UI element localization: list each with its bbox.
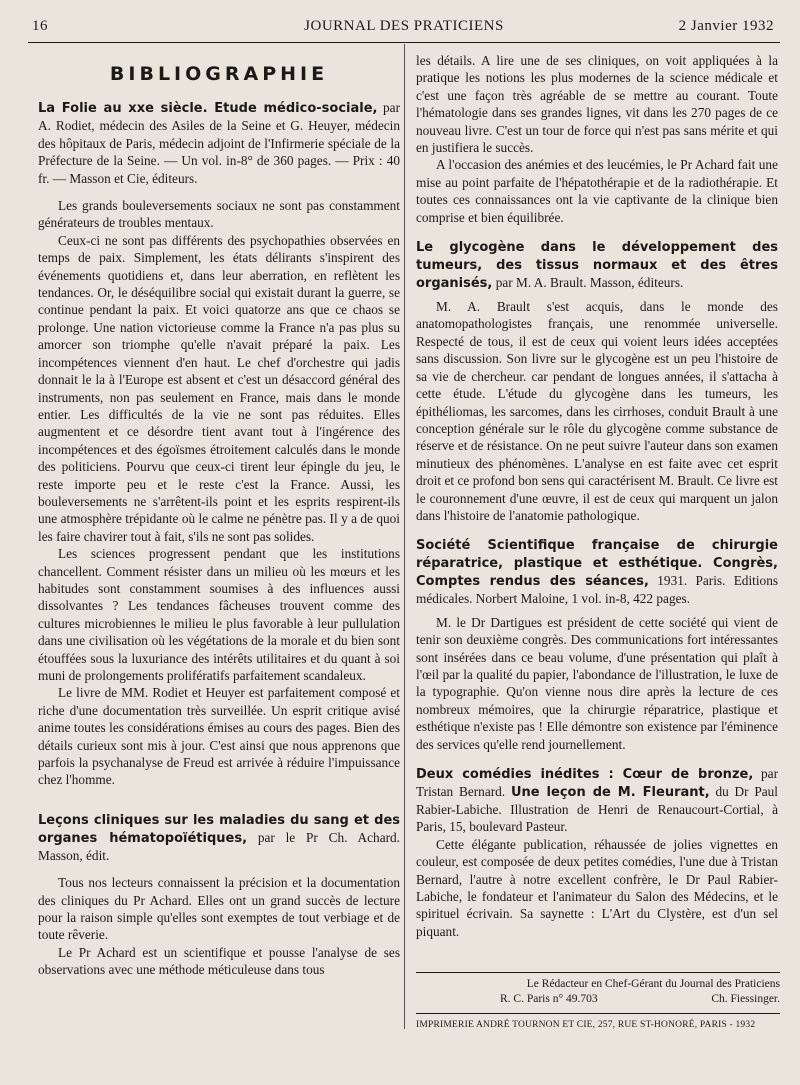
paragraph: les détails. A lire une de ses cliniques, on voit appliquées à la pratique les notions les plus modernes de la science médicale et c'est une façon très agréable de se mettre au courant. Toute l'hématologie dans ses grandes lignes, vit dans les 270 pages de ce nouveau livre. C'est un tour de force qui n'est pas sans mérite et qui en justifiera le succès.: [416, 53, 778, 156]
entry-heading: [416, 765, 778, 836]
entry-title-second: Une leçon de M. Fleurant,: [510, 785, 710, 800]
entry-title: Société Scientifique française de chirurgie réparatrice, plastique et esthétique. Congrès, Comptes rendus des séances,: [416, 538, 778, 590]
paragraph: Cette élégante publication, réhaussée de jolies vignettes en couleur, est composée de deux petites comédies, l'une due à Tristan Bernard, l'autre à notre excellent confrère, le Dr Paul Rabier-Labiche, le fondateur et l'animateur du Salon des Médecins, et le spirituel écrivain. Sa saynette : L'Art du Clystère, est d'un sel piquant.: [416, 836, 778, 939]
entry-citation: par M. A. Brault. Masson, éditeurs.: [495, 275, 684, 291]
paragraph: Ceux-ci ne sont pas différents des psychopathies observées en temps de paix. Simplement, les états délirants s'inspirent des événements quotidiens et, dans leur aberration, en reflètent les tendances. Or, le déséquilibre social qui existait durant la guerre, se continue pendant la paix. Et voici quatorze ans que ce chaos se prolonge. Une nation victorieuse comme la France n'a pas plus su amorcer son triomphe qu'elle n'avait préparé la paix. Les incompétences viennent d'en haut. Le chef d'orchestre qui jadis donnait le la à l'Europe est absent et c'est un désaccord général des instruments, non pas seulement en France, mais dans le monde entier. Les difficultés de la vie ne sont pas réduites. Elles augmentent et ce désordre tient avant tout à l'ingérence des incompétences et des égoïsmes étroitement calculés dans le monde des politiciens. Pourvu que ceux-ci tirent leur épingle du jeu, le reste importe peu et le reste c'est la France. Aussi, les bouleversements ne s'arrêtent-ils point et les esprits respirent-ils une atmosphère trépidante où le calme ne pénètre pas. Il y a de quoi les faire chavirer tout à fait, s'ils ne sont pas solides.: [38, 232, 400, 544]
paragraph: A l'occasion des anémies et des leucémies, le Pr Achard fait une mise au point parfaite de l'hépatothérapie et de la radiothérapie. Et toutes ces connaissances ont la vie captivante de la clinique bien comprise et bien équilibrée.: [416, 157, 778, 225]
registry-number: R. C. Paris n° 49.703: [500, 993, 598, 1005]
footer-rule: [416, 972, 780, 973]
entry-title: Le glycogène dans le développement des tumeurs, des tissus normaux et des êtres organisés,: [416, 240, 778, 292]
review-entry-folie: [38, 99, 400, 788]
left-column: [38, 52, 400, 991]
paragraph: Les grands bouleversements sociaux ne sont pas constamment générateurs de troubles mentaux.: [38, 198, 400, 231]
paragraph: M. A. Brault s'est acquis, dans le monde des anatomopathologistes français, une renommée universelle. Respecté de tous, il est de ceux qui voient leurs idées acceptées sans discussion. Son livre sur le glycogène est un peu l'histoire de sa vie de chercheur. car pendant de longues années, il s'attacha à cette étude. L'étude du glycogène dans les tumeurs, les épithéliomas, les sarcomes, dans les cirrhoses, conduit Brault à une conception générale sur le rôle du glycogène comme substance de réserve et de résistance. On ne peut suivre l'auteur dans son examen minutieux des phénomènes. L'analyse en est faite avec cet esprit droit et ce profond bon sens qui caractérisent M. Brault. Ce livre est le couronnement d'une œuvre, il est de ceux qui marquent un jalon dans l'histoire de l'anatomie pathologique.: [416, 299, 778, 523]
journal-title: JOURNAL DES PRATICIENS: [304, 18, 504, 34]
review-entry-comedies: [416, 765, 778, 940]
registry-line: [416, 992, 780, 1007]
column-divider: [404, 44, 405, 1029]
entry-title: Leçons cliniques sur les maladies du sang et des organes hématopoïétiques,: [38, 812, 400, 846]
entry-heading: [38, 99, 400, 187]
paragraph: Tous nos lecteurs connaissent la précision et la documentation des cliniques du Pr Achard. Elles ont un grand succès de lecture pour la raison simple qu'elles sont exemptes de tout verbiage et de toute rêverie.: [38, 875, 400, 943]
entry-title: La Folie au xxe siècle. Etude médico-sociale,: [38, 101, 378, 117]
entry-heading: [416, 238, 778, 292]
review-entry-glycogene: [416, 238, 778, 524]
review-entry-chirurgie: [416, 536, 778, 753]
issue-date: 2 Janvier 1932: [678, 18, 774, 34]
review-entry-lecons-continued: [416, 52, 778, 226]
entry-heading: [38, 811, 400, 864]
journal-page: [28, 8, 780, 1078]
page-footer: [416, 966, 780, 1033]
page-header: [28, 18, 780, 40]
footer-rule-2: [416, 1013, 780, 1014]
review-entry-lecons: [38, 811, 400, 979]
paragraph: Les sciences progressent pendant que les institutions chancellent. Comment résister dans un milieu où les mœurs et les habitudes sont constamment soumises à des influences aussi dissolvantes ? Les tendances fâcheuses trouvent comme des cultures microbiennes le milieu le plus favorable à leur pullulation dans une civilisation où les végétations de la morale et du bien sont étouffées sous la luxuriance des intérêts utilitaires et du quant à soi muni de prolongements prolifératifs parfaitement scandaleux.: [38, 546, 400, 683]
section-title: BIBLIOGRAPHIE: [109, 63, 329, 85]
editor-credit: Le Rédacteur en Chef-Gérant du Journal des Praticiens: [526, 978, 780, 990]
entry-citation-second: du Dr Paul Rabier-Labiche. Illustration de Henri de Renaucourt-Cortial, à Paris, 15, boulevard Pasteur.: [416, 784, 779, 835]
page-number: 16: [32, 18, 48, 34]
editor-name: Ch. Fiessinger.: [711, 993, 780, 1005]
right-column: [416, 52, 778, 952]
paragraph: M. le Dr Dartigues est président de cette société qui vient de tenir son deuxième congrès. Des communications fort intéressantes sont insérées dans ce beau volume, d'une présentation qui plaît à l'œil par la qualité du papier, l'abondance de l'illustration, le luxe de la typographie. Qu'on vienne nous dire après la lecture de ces nombreux mémoires, que la chirurgie réparatrice, plastique et esthétique n'existe pas ! Elle démontre son existence par l'éminence des services qu'elle rend journellement.: [416, 614, 778, 752]
entry-heading: [416, 536, 778, 607]
entry-title: Deux comédies inédites : Cœur de bronze,: [416, 767, 754, 782]
entry-citation: 1931. Paris. Editions médicales. Norbert Maloine, 1 vol. in-8, 422 pages.: [416, 573, 779, 607]
paragraph: Le Pr Achard est un scientifique et pousse l'analyse de ses observations avec une méthode méticuleuse dans tous: [38, 944, 400, 978]
entry-citation: par A. Rodiet, médecin des Asiles de la Seine et G. Heuyer, médecin des hôpitaux de Paris, médecin adjoint de l'Infirmerie spéciale de la Préfecture de la Seine. — Un vol. in-8° de 360 pages. — Prix : 40 fr. — Masson et Cie, éditeurs.: [38, 100, 401, 186]
printer-imprint: IMPRIMERIE ANDRÉ TOURNON ET CIE, 257, RUE ST-HONORÉ, PARIS - 1932: [416, 1020, 756, 1030]
entry-citation: par Tristan Bernard.: [416, 766, 778, 799]
entry-citation: par le Pr Ch. Achard. Masson, édit.: [38, 829, 401, 863]
paragraph: Le livre de MM. Rodiet et Heuyer est parfaitement composé et riche d'une documentation très surveillée. Un esprit critique avisé anime toutes les considérations émises au cours des pages. Bien des détails curieux sont mis à jour. C'est ainsi que nous apprenons que parfois la psychanalyse de Freud est arrivée à réduire l'impuissance chez l'homme.: [38, 685, 400, 788]
header-rule: [28, 42, 780, 43]
